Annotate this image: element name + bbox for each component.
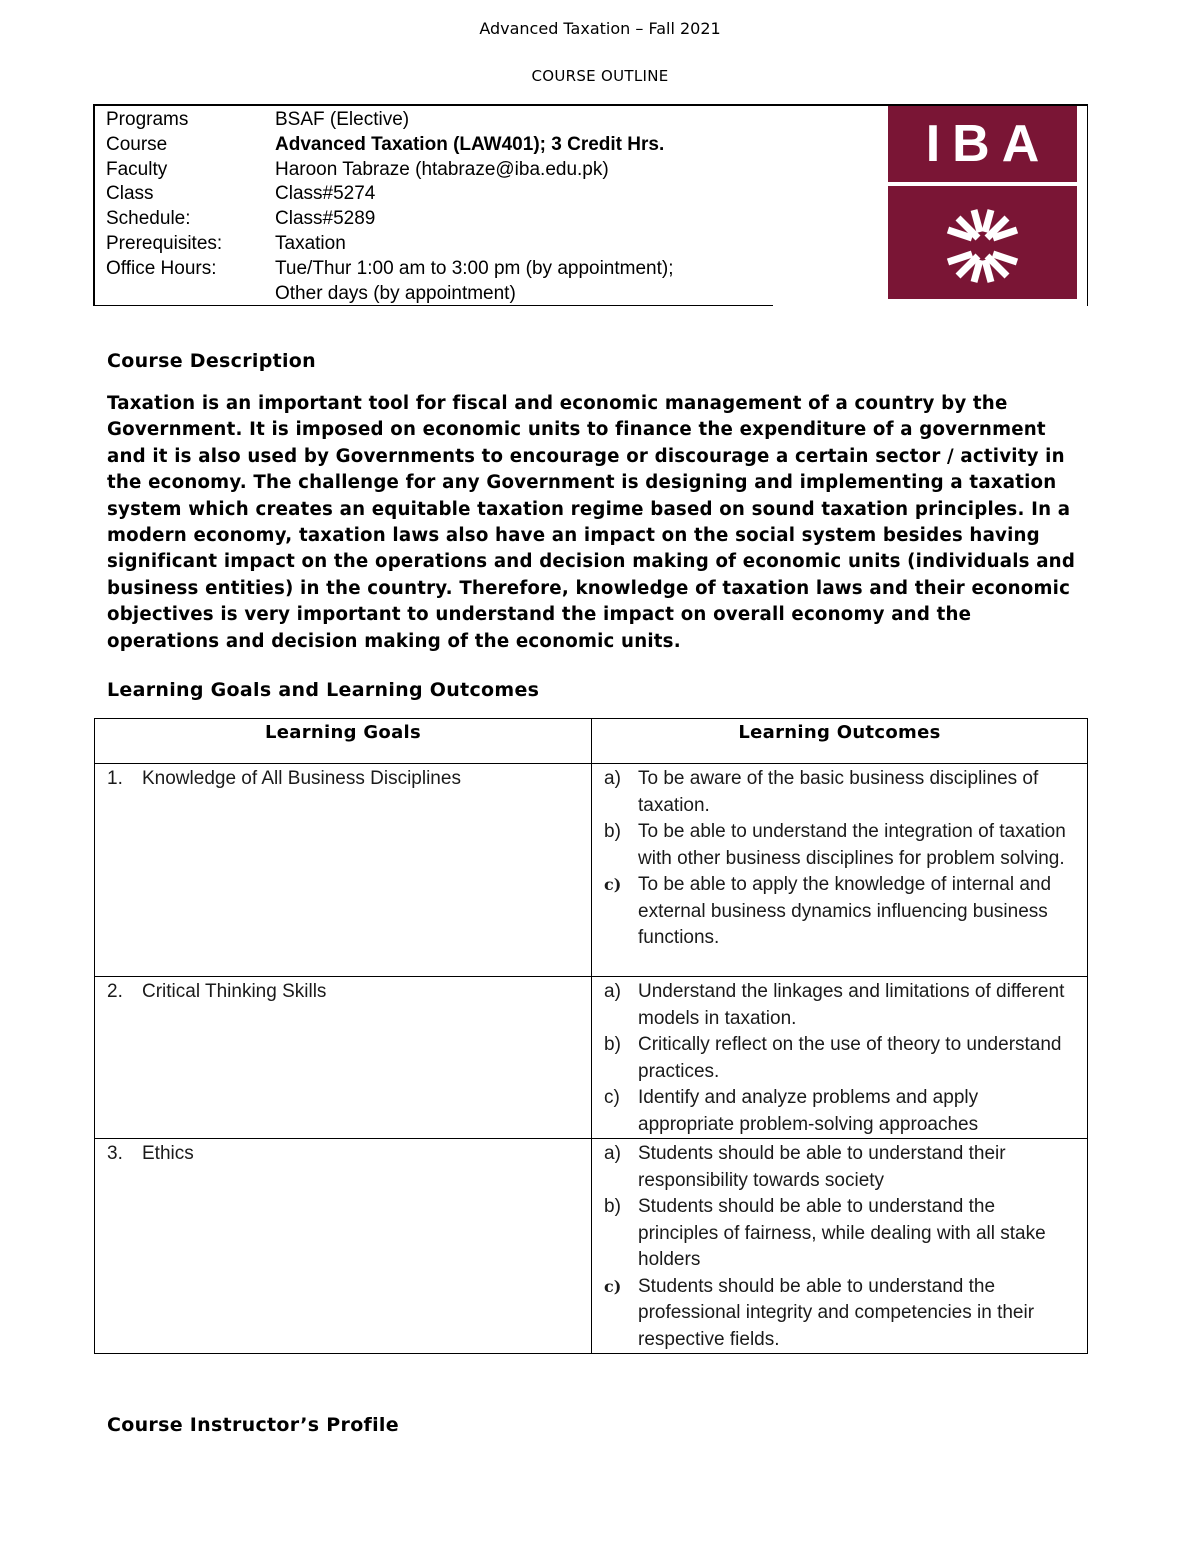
outcome-item: [604, 1141, 1077, 1194]
info-label: Office Hours:: [106, 257, 217, 279]
info-row-prerequisites: [106, 232, 674, 257]
goal-number: 2.: [107, 981, 123, 1002]
outcome-letter: a): [604, 981, 621, 1002]
info-row-schedule: [106, 207, 674, 232]
instructor-profile-heading: Course Instructor’s Profile: [107, 1414, 399, 1436]
info-label: [106, 282, 275, 307]
table-row: [95, 977, 1088, 1139]
info-value: Taxation: [275, 232, 346, 254]
outcome-item: [604, 819, 1077, 872]
outcome-item: [604, 979, 1077, 1032]
table-row: [95, 1139, 1088, 1354]
outcomes-cell: [592, 764, 1088, 977]
info-row-class: [106, 182, 674, 207]
outcome-text: To be able to understand the integration of taxation with other business disciplines for problem solving.: [638, 821, 1066, 869]
outcome-letter: c): [604, 875, 622, 894]
info-value: Tue/Thur 1:00 am to 3:00 pm (by appointment);: [275, 257, 674, 279]
outcome-text: Critically reflect on the use of theory to understand practices.: [638, 1034, 1062, 1082]
outcome-text: Identify and analyze problems and apply appropriate problem-solving approaches: [638, 1087, 979, 1135]
outcome-letter: c): [604, 1276, 622, 1296]
outcome-letter: a): [604, 768, 621, 789]
iba-emblem-icon: [888, 186, 1077, 299]
info-row-office-hours-cont: [106, 282, 674, 307]
outcomes-cell: [592, 977, 1088, 1139]
info-label: Programs: [106, 109, 189, 130]
outcome-letter: b): [604, 821, 621, 842]
table-row: [95, 764, 1088, 977]
info-value: Class#5274: [275, 183, 376, 205]
outcome-text: Students should be able to understand the professional integrity and competencies in their respective fields.: [638, 1275, 1035, 1350]
outcome-item: [604, 1194, 1077, 1274]
col-header-outcomes: Learning Outcomes: [592, 719, 1088, 764]
learning-goals-table: [94, 718, 1088, 1354]
goal-cell: [95, 977, 592, 1139]
goal-text: Knowledge of All Business Disciplines: [142, 768, 461, 789]
info-label: Class: [106, 183, 154, 205]
outcome-item: [604, 1085, 1077, 1138]
info-label: Schedule:: [106, 208, 191, 230]
course-description-heading: Course Description: [107, 350, 316, 372]
goal-text: Critical Thinking Skills: [142, 981, 327, 1002]
outcome-item: [604, 766, 1077, 819]
iba-logo: [888, 106, 1077, 299]
course-description-body: Taxation is an important tool for fiscal and economic management of a country by the Government. It is imposed on economic units to finance the expenditure of a government and it is also used by Governments to encourage or discourage a certain sector / activity in the economy. The challenge for any Government is designing and implementing a taxation system which creates an equitable taxation regime based on sound taxation principles. In a modern economy, taxation laws also have an impact on the social system besides having significant impact on the operations and decision making of economic units (individuals and business entities) in the country. Therefore, knowledge of taxation laws and their economic objectives is very important to understand the impact on overall economy and the operations and decision making of the economic units.: [107, 393, 1076, 652]
info-value: Haroon Tabraze (htabraze@iba.edu.pk): [275, 158, 609, 180]
info-rows: [106, 108, 674, 306]
outcome-letter: c): [604, 1087, 620, 1108]
outcome-item: [604, 872, 1077, 952]
box-border-right: [1087, 104, 1088, 306]
outcome-text: To be able to apply the knowledge of internal and external business dynamics influencing business functions.: [638, 874, 1052, 948]
info-label: Prerequisites:: [106, 232, 223, 254]
goal-text: Ethics: [142, 1143, 194, 1164]
goal-number: 3.: [107, 1143, 123, 1164]
col-header-goals: Learning Goals: [95, 719, 592, 764]
outcome-text: Students should be able to understand their responsibility towards society: [638, 1143, 1006, 1191]
info-row-faculty: [106, 158, 674, 183]
info-row-course: [106, 133, 674, 158]
info-row-office-hours: [106, 257, 674, 282]
info-value: Advanced Taxation (LAW401); 3 Credit Hrs.: [275, 133, 665, 155]
outcome-text: Understand the linkages and limitations of different models in taxation.: [638, 981, 1065, 1029]
outcome-item: [604, 1274, 1077, 1354]
document-title: Advanced Taxation – Fall 2021: [479, 19, 721, 38]
info-value: Class#5289: [275, 208, 376, 230]
iba-logo-text: IBA: [925, 115, 1052, 173]
iba-logo-top: [888, 106, 1077, 182]
outcome-letter: a): [604, 1143, 621, 1164]
goal-cell: [95, 1139, 592, 1354]
outcome-text: Students should be able to understand the principles of fairness, while dealing with all stake holders: [638, 1196, 1046, 1270]
table-header-row: [95, 719, 1088, 764]
document-subtitle: COURSE OUTLINE: [531, 67, 669, 85]
info-value: BSAF (Elective): [275, 109, 410, 130]
outcome-text: To be aware of the basic business disciplines of taxation.: [638, 768, 1039, 816]
info-label: Course: [106, 133, 168, 155]
outcomes-cell: [592, 1139, 1088, 1354]
goal-number: 1.: [107, 768, 123, 789]
info-value: Other days (by appointment): [275, 282, 516, 304]
iba-emblem: [888, 186, 1077, 299]
outcome-letter: b): [604, 1196, 621, 1217]
learning-goals-heading: Learning Goals and Learning Outcomes: [107, 679, 540, 701]
box-border-left: [93, 104, 95, 306]
goal-cell: [95, 764, 592, 977]
outcome-item: [604, 1032, 1077, 1085]
info-label: Faculty: [106, 158, 168, 180]
info-row-programs: [106, 108, 674, 133]
outcome-letter: b): [604, 1034, 621, 1055]
